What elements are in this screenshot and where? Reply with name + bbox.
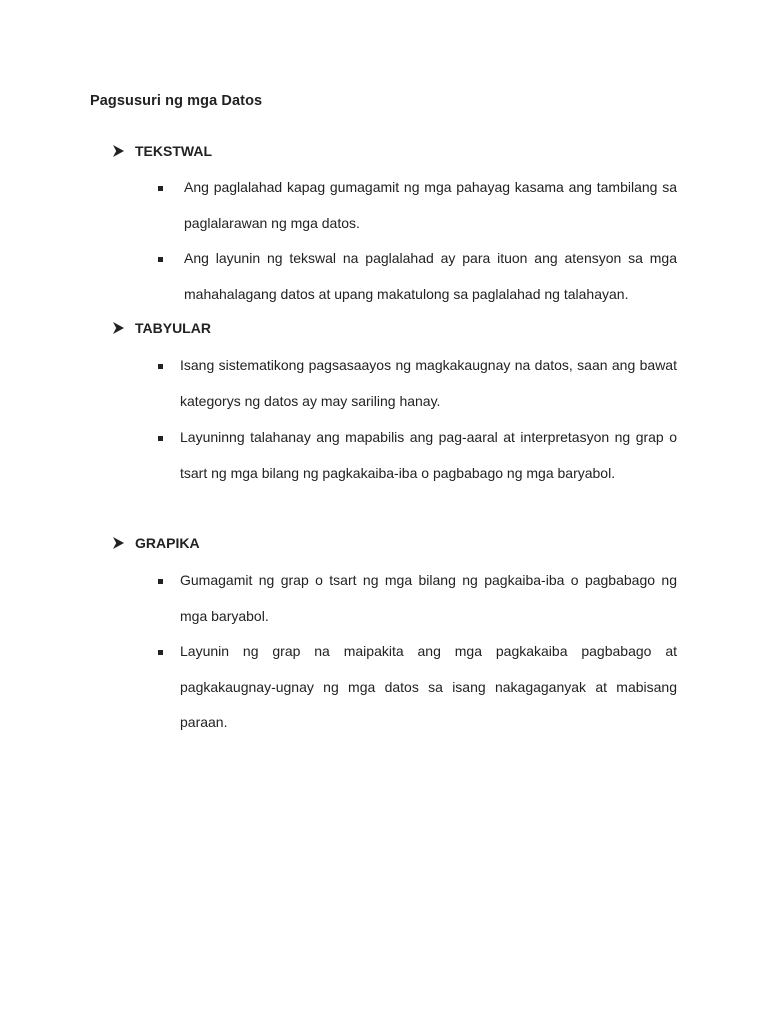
document-title: Pagsusuri ng mga Datos	[90, 93, 263, 109]
list-item-text: Layuninng talahanay ang mapabilis ang pag-aaral at interpretasyon ng grap o tsart ng mga bilang ng pagkakaiba-iba o pagbabago ng mga baryabol.	[180, 429, 677, 481]
square-bullet-icon	[158, 364, 163, 369]
list-item-text: Ang paglalahad kapag gumagamit ng mga pahayag kasama ang tambilang sa paglalarawan ng mga datos.	[184, 179, 677, 231]
list-item-text: Ang layunin ng tekswal na paglalahad ay para ituon ang atensyon sa mga mahahalagang datos at upang makatulong sa paglalahad ng talahayan.	[184, 250, 677, 302]
square-bullet-icon	[158, 257, 163, 262]
section-heading-grapika	[112, 535, 200, 551]
section-heading-tabyular	[112, 320, 211, 336]
section-heading-label: GRAPIKA	[135, 535, 200, 551]
section-heading-tekstwal	[112, 143, 212, 159]
arrowhead-right-icon	[112, 145, 124, 157]
list-item-text: Isang sistematikong pagsasaayos ng magkakaugnay na datos, saan ang bawat kategorys ng datos ay may sariling hanay.	[180, 357, 677, 409]
section-heading-label: TEKSTWAL	[135, 143, 212, 159]
list-item-text: Layunin ng grap na maipakita ang mga pagkakaiba pagbabago at pagkakaugnay-ugnay ng mga datos sa isang nakagaganyak at mabisang paraan.	[180, 643, 677, 731]
square-bullet-icon	[158, 436, 163, 441]
section-heading-label: TABYULAR	[135, 320, 211, 336]
square-bullet-icon	[158, 186, 163, 191]
arrowhead-right-icon	[112, 322, 124, 334]
square-bullet-icon	[158, 579, 163, 584]
list-item-text: Gumagamit ng grap o tsart ng mga bilang ng pagkaiba-iba o pagbabago ng mga baryabol.	[180, 572, 677, 624]
square-bullet-icon	[158, 650, 163, 655]
arrowhead-right-icon	[112, 537, 124, 549]
